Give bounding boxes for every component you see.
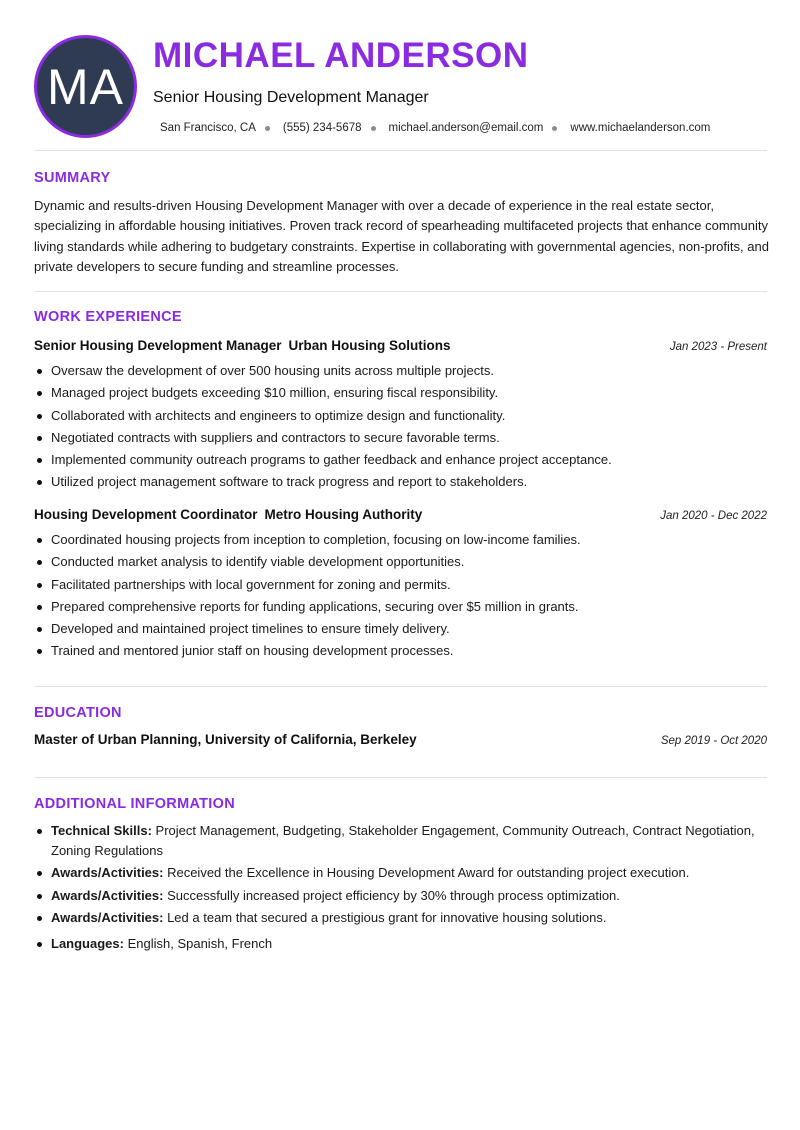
item-label: Awards/Activities: [51,865,164,880]
contact-phone: (555) 234-5678 [282,122,362,134]
list-item: Prepared comprehensive reports for funding applications, securing over $5 million in grants. [34,596,767,618]
list-item: Coordinated housing projects from inception to completion, focusing on low-income families. [34,529,767,551]
list-item [34,821,767,860]
job-dates: Jan 2020 - Dec 2022 [660,510,767,522]
item-text: English, Spanish, French [123,935,273,951]
separator-dot-icon [265,126,270,131]
list-item: Developed and maintained project timelines to ensure timely delivery. [34,618,767,640]
item-label: Technical Skills: [51,823,152,838]
additional-list [34,821,767,953]
list-item: Trained and mentored junior staff on housing development processes. [34,640,767,662]
list-item [34,886,767,906]
experience-heading: WORK EXPERIENCE [34,309,182,325]
item-text: Successfully increased project efficiency by 30% through process optimization. [163,887,620,903]
list-item: Conducted market analysis to identify viable development opportunities. [34,551,767,573]
list-item: Negotiated contracts with suppliers and contractors to secure favorable terms. [34,427,767,449]
job-bullet-list [34,529,767,663]
divider [34,150,767,151]
summary-heading: SUMMARY [34,170,111,186]
avatar [34,35,137,138]
list-item [34,934,767,954]
item-label: Awards/Activities: [51,910,164,925]
education-dates: Sep 2019 - Oct 2020 [660,735,767,747]
list-item: Managed project budgets exceeding $10 million, ensuring fiscal responsibility. [34,382,767,404]
job-position: Senior Housing Development Manager [34,338,282,353]
list-item: Oversaw the development of over 500 housing units across multiple projects. [34,360,767,382]
list-item: Utilized project management software to track progress and report to stakeholders. [34,471,767,493]
divider [34,777,767,778]
education-heading: EDUCATION [34,705,122,721]
avatar-initials: MA [47,58,124,115]
separator-dot-icon [552,126,557,131]
additional-heading: ADDITIONAL INFORMATION [34,796,235,812]
candidate-name: MICHAEL ANDERSON [153,36,529,75]
contact-email[interactable]: michael.anderson@email.com [388,122,544,134]
list-item: Facilitated partnerships with local government for zoning and permits. [34,574,767,596]
item-text: Project Management, Budgeting, Stakeholder Engagement, Community Outreach, Contract Negotiation, Zoning Regulations [51,823,755,858]
job-title-line [34,507,422,522]
job-position: Housing Development Coordinator [34,507,258,522]
job-header [34,507,767,522]
job-header [34,338,767,353]
candidate-role: Senior Housing Development Manager [153,89,429,106]
list-item [34,908,767,928]
item-label: Awards/Activities: [51,887,164,903]
contact-website[interactable]: www.michaelanderson.com [570,122,711,134]
item-text: Led a team that secured a prestigious grant for innovative housing solutions. [163,910,607,925]
job-dates: Jan 2023 - Present [669,341,767,353]
divider [34,686,767,687]
list-item [34,863,767,883]
summary-text: Dynamic and results-driven Housing Development Manager with over a decade of experience in the real estate sector, specializing in affordable housing initiatives. Proven track record of spearheading multifaceted projects that enhance community living standards while adhering to budgetary constraints. Expertise in collaborating with governmental agencies, non-profits, and private developers to secure funding and streamline processes. [34,198,769,274]
job-company: Urban Housing Solutions [288,338,451,353]
list-item: Implemented community outreach programs to gather feedback and enhance project acceptance. [34,449,767,471]
contact-location: San Francisco, CA [160,122,256,134]
divider [34,291,767,292]
list-item: Collaborated with architects and engineers to optimize design and functionality. [34,405,767,427]
contact-bar [160,120,710,136]
education-entry [34,732,767,747]
job-company: Metro Housing Authority [264,507,423,522]
job-title-line [34,338,451,353]
separator-dot-icon [371,126,376,131]
education-degree: Master of Urban Planning, University of California, Berkeley [34,732,417,747]
item-text: Received the Excellence in Housing Development Award for outstanding project execution. [163,865,690,880]
job-bullet-list [34,360,767,494]
item-label: Languages: [51,935,124,951]
